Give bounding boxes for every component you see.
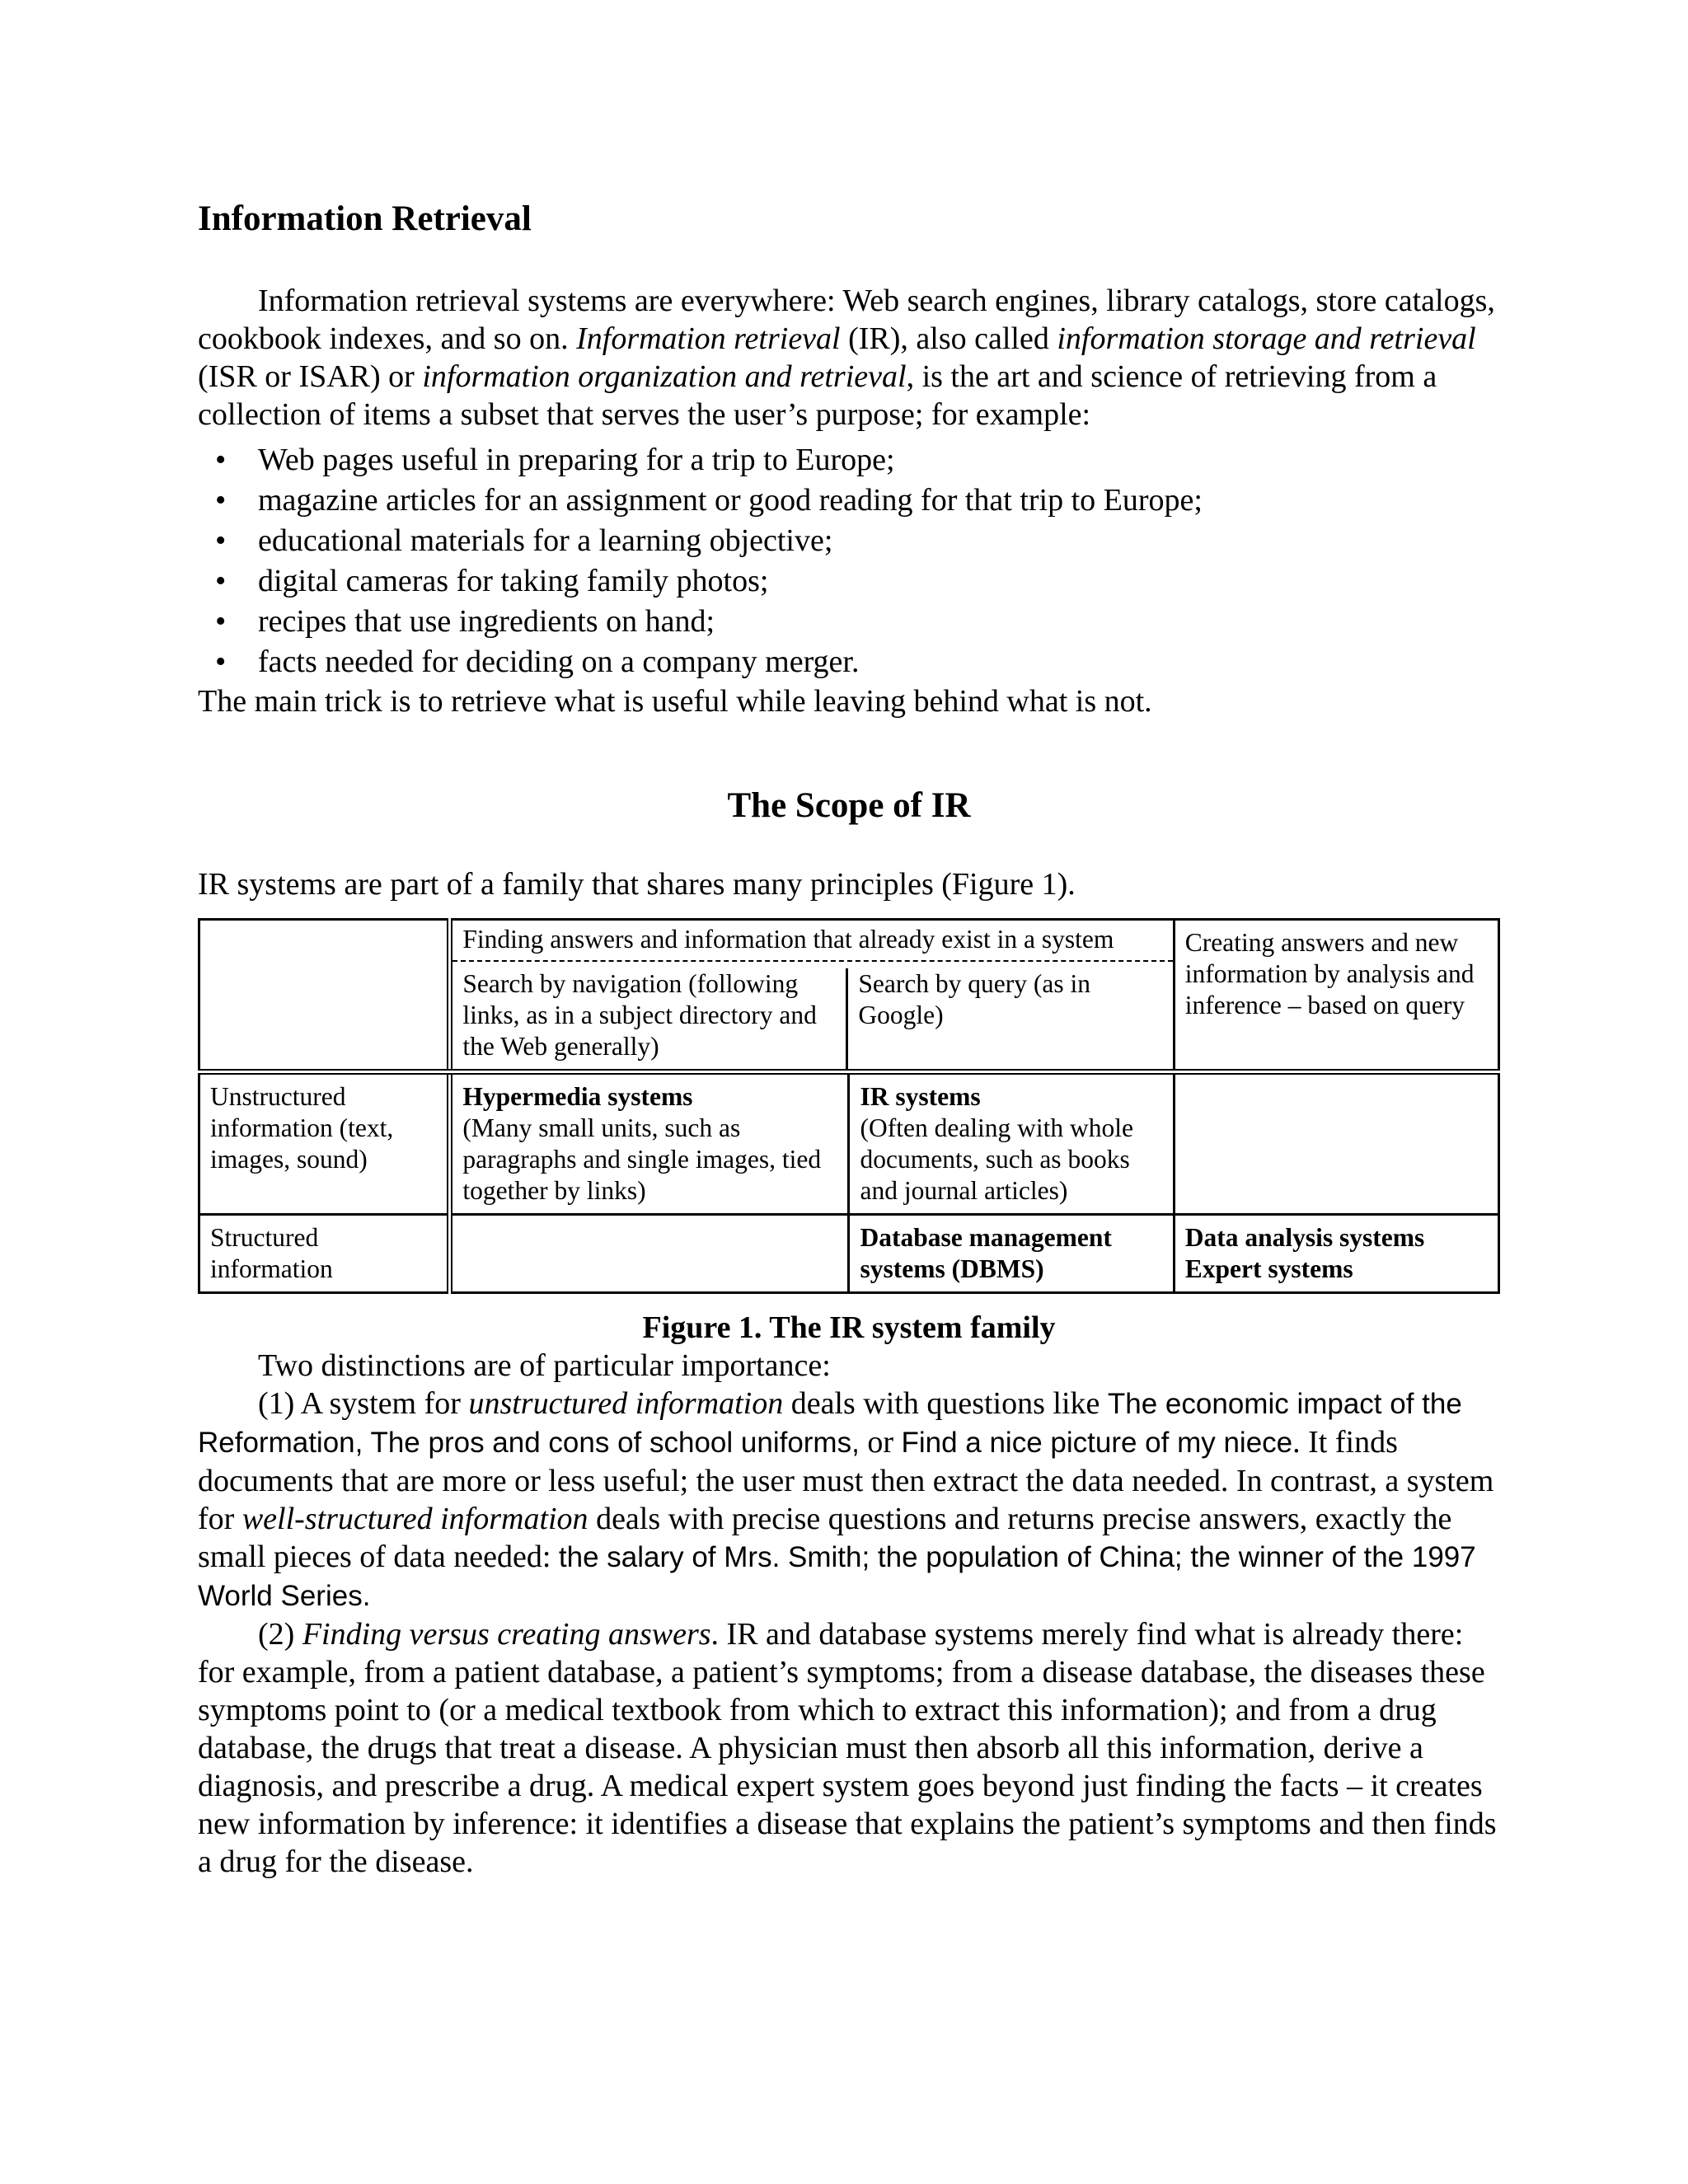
d1-term-unstructured: unstructured information <box>468 1386 784 1421</box>
list-item-text: Web pages useful in preparing for a trip to Europe; <box>258 443 895 477</box>
search-subheaders <box>462 968 1162 1062</box>
d2-text-2: . IR and database systems merely find what is already there: for example, from a patient database, a patient’s symptoms; from a disease database, the diseases these symptoms point to (or a medical textbook from which to extract this information); and from a drug database, the drugs that treat a disease. A physician must then absorb all this information, derive a diagnosis, and prescribe a drug. A medical expert system goes beyond just finding the facts – it creates new information by inference: it identifies a disease that explains the patient’s symptoms and then finds a drug for the disease. <box>198 1617 1497 1879</box>
finding-header: Finding answers and information that already exist in a system <box>452 924 1172 962</box>
intro-term-isr: information storage and retrieval <box>1057 321 1476 356</box>
unstructured-row-label: Unstructured information (text, images, sound) <box>199 1072 450 1215</box>
table-row <box>199 1072 1499 1215</box>
structured-row-label: Structured information <box>199 1215 450 1293</box>
d1-example-1: The economic impact of the Reformation, The pros and cons of school uniforms, <box>198 1388 1462 1459</box>
table-header-row <box>199 920 1499 1072</box>
d1-text-5: deals with precise questions and returns precise answers, exactly the small pieces of data needed: <box>198 1502 1452 1574</box>
list-item <box>215 642 1500 682</box>
d2-term-finding: Finding versus creating answers <box>302 1617 711 1652</box>
bullet-icon: • <box>215 644 227 679</box>
intro-text-3: (ISR or ISAR) or <box>198 359 423 394</box>
d1-text-1: (1) A system for <box>258 1386 469 1421</box>
figure-caption: Figure 1. The IR system family <box>642 1310 1056 1345</box>
list-item <box>215 480 1500 521</box>
d1-text-3: or <box>859 1425 902 1460</box>
list-item-text: educational materials for a learning objective; <box>258 523 833 558</box>
page-title: Information Retrieval <box>198 199 532 238</box>
bullet-icon: • <box>215 443 227 477</box>
intro-term-ir: Information retrieval <box>576 321 841 356</box>
navigation-header: Search by navigation (following links, as in a subject directory and the Web generally) <box>462 968 848 1069</box>
example-list <box>198 440 1500 682</box>
query-header: Search by query (as in Google) <box>858 969 1091 1029</box>
analysis-expert-cell <box>1174 1215 1498 1293</box>
d1-text-2: deals with questions like <box>783 1386 1108 1421</box>
bullet-icon: • <box>215 564 227 598</box>
data-analysis-label: Data analysis systems <box>1184 1223 1425 1252</box>
d1-example-2: Find a nice picture of my niece <box>901 1427 1293 1459</box>
d1-example-3: the salary of Mrs. Smith; the population of China; the winner of the 1997 World Series. <box>198 1541 1476 1612</box>
intro-term-ior: information organization and retrieval <box>422 359 907 394</box>
list-item <box>215 602 1500 642</box>
hypermedia-cell <box>450 1072 849 1215</box>
distinction-1-paragraph <box>198 1385 1500 1615</box>
ir-systems-desc: (Often dealing with whole documents, such as books and journal articles) <box>860 1113 1134 1205</box>
bullet-icon: • <box>215 604 227 639</box>
d1-term-structured: well-structured information <box>241 1502 588 1536</box>
d2-text-1: (2) <box>258 1617 302 1652</box>
intro-text-1: Information retrieval systems are everywhere: Web search engines, library catalogs, store catalogs, cookbook indexes, and so on. <box>198 284 1495 356</box>
table-row <box>199 1215 1499 1293</box>
intro-text-4: , is the art and science of retrieving from a collection of items a subset that serves the user’s purpose; for example: <box>198 359 1437 432</box>
expert-systems-label: Expert systems <box>1184 1254 1353 1283</box>
ir-systems-title: IR systems <box>860 1082 981 1111</box>
finding-header-cell <box>450 920 1174 1072</box>
list-item <box>215 440 1500 480</box>
empty-cell <box>450 1215 849 1293</box>
creating-header: Creating answers and new information by analysis and inference – based on query <box>1174 920 1498 1072</box>
list-item-text: facts needed for deciding on a company merger. <box>258 644 860 679</box>
page-content <box>198 196 1500 1881</box>
distinctions-intro: Two distinctions are of particular importance: <box>258 1348 831 1383</box>
family-intro-paragraph: IR systems are part of a family that shares many principles (Figure 1). <box>198 867 1076 902</box>
main-trick-paragraph: The main trick is to retrieve what is useful while leaving behind what is not. <box>198 684 1152 719</box>
list-item <box>215 521 1500 561</box>
hypermedia-title: Hypermedia systems <box>462 1082 693 1111</box>
section-title: The Scope of IR <box>727 786 971 825</box>
ir-systems-cell <box>849 1072 1174 1215</box>
intro-text-2: (IR), also called <box>840 321 1057 356</box>
table-corner-cell <box>199 920 450 1072</box>
list-item-text: magazine articles for an assignment or good reading for that trip to Europe; <box>258 483 1203 518</box>
d1-text-4: . It finds documents that are more or less useful; the user must then extract the data needed. In contrast, a system for <box>198 1425 1494 1536</box>
list-item <box>215 561 1500 602</box>
empty-cell <box>1174 1072 1498 1215</box>
bullet-icon: • <box>215 483 227 518</box>
distinction-2-paragraph <box>198 1615 1500 1881</box>
bullet-icon: • <box>215 523 227 558</box>
list-item-text: digital cameras for taking family photos; <box>258 564 769 598</box>
ir-family-table <box>198 918 1500 1294</box>
list-item-text: recipes that use ingredients on hand; <box>258 604 715 639</box>
hypermedia-desc: (Many small units, such as paragraphs and single images, tied together by links) <box>462 1113 822 1205</box>
intro-paragraph <box>198 282 1500 434</box>
dbms-cell: Database management systems (DBMS) <box>849 1215 1174 1293</box>
